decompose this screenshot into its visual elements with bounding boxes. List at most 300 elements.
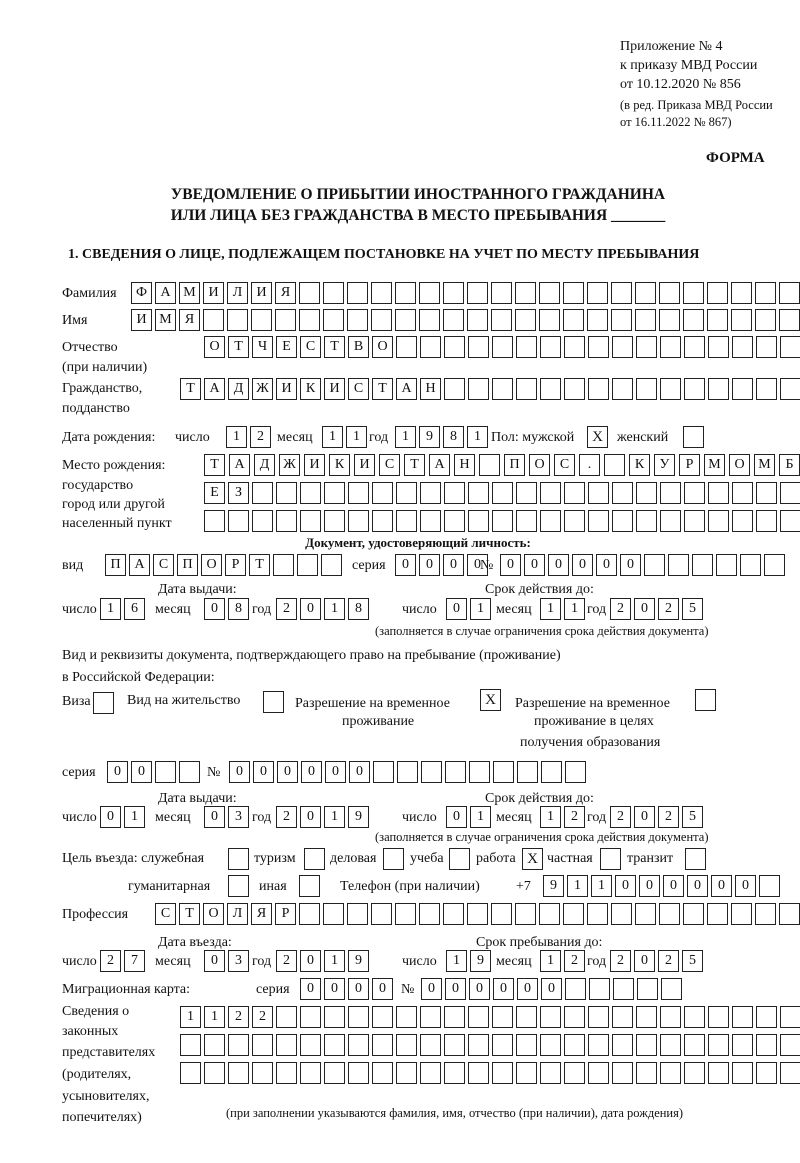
char-cell[interactable] — [396, 1062, 417, 1084]
entry-month-field[interactable] — [204, 950, 249, 972]
char-cell[interactable] — [636, 482, 657, 504]
char-cell[interactable] — [273, 554, 294, 576]
char-cell[interactable] — [612, 1006, 633, 1028]
char-cell[interactable]: И — [276, 378, 297, 400]
char-cell[interactable]: Ж — [279, 454, 300, 476]
char-cell[interactable] — [779, 309, 800, 331]
char-cell[interactable]: И — [354, 454, 375, 476]
char-cell[interactable] — [300, 1034, 321, 1056]
char-cell[interactable] — [397, 761, 418, 783]
char-cell[interactable] — [588, 336, 609, 358]
char-cell[interactable]: 1 — [591, 875, 612, 897]
char-cell[interactable]: Р — [679, 454, 700, 476]
char-cell[interactable] — [660, 1006, 681, 1028]
char-cell[interactable]: 8 — [228, 598, 249, 620]
char-cell[interactable]: 0 — [541, 978, 562, 1000]
citizenship-field[interactable] — [180, 378, 800, 400]
char-cell[interactable]: 0 — [469, 978, 490, 1000]
char-cell[interactable]: 5 — [682, 598, 703, 620]
purpose-transit-checkbox[interactable] — [685, 848, 706, 870]
char-cell[interactable] — [204, 510, 225, 532]
char-cell[interactable] — [732, 482, 753, 504]
char-cell[interactable] — [684, 378, 705, 400]
char-cell[interactable] — [636, 1034, 657, 1056]
char-cell[interactable]: Т — [372, 378, 393, 400]
char-cell[interactable] — [732, 378, 753, 400]
stay-until-year-field[interactable] — [610, 950, 703, 972]
char-cell[interactable] — [564, 1034, 585, 1056]
stay-series-field[interactable] — [107, 761, 200, 783]
char-cell[interactable] — [684, 336, 705, 358]
char-cell[interactable]: Е — [276, 336, 297, 358]
stay-valid-year-field[interactable] — [610, 806, 703, 828]
char-cell[interactable]: К — [300, 378, 321, 400]
char-cell[interactable] — [660, 336, 681, 358]
char-cell[interactable] — [731, 309, 752, 331]
birth-year-field[interactable] — [395, 426, 488, 448]
char-cell[interactable]: 0 — [711, 875, 732, 897]
char-cell[interactable] — [708, 336, 729, 358]
char-cell[interactable] — [252, 1062, 273, 1084]
purpose-humanitarian-checkbox[interactable] — [228, 875, 249, 897]
char-cell[interactable] — [539, 282, 560, 304]
char-cell[interactable] — [612, 336, 633, 358]
char-cell[interactable] — [297, 554, 318, 576]
char-cell[interactable]: 1 — [204, 1006, 225, 1028]
char-cell[interactable] — [588, 1006, 609, 1028]
char-cell[interactable] — [396, 1034, 417, 1056]
purpose-other-checkbox[interactable] — [299, 875, 320, 897]
char-cell[interactable] — [300, 1006, 321, 1028]
char-cell[interactable]: 3 — [228, 950, 249, 972]
char-cell[interactable]: С — [554, 454, 575, 476]
char-cell[interactable] — [756, 1034, 777, 1056]
char-cell[interactable]: О — [203, 903, 224, 925]
char-cell[interactable]: М — [704, 454, 725, 476]
stay-issue-day-field[interactable] — [100, 806, 145, 828]
char-cell[interactable] — [419, 309, 440, 331]
char-cell[interactable]: 2 — [250, 426, 271, 448]
char-cell[interactable]: 0 — [493, 978, 514, 1000]
id-series-field[interactable] — [395, 554, 488, 576]
char-cell[interactable] — [612, 482, 633, 504]
char-cell[interactable] — [612, 510, 633, 532]
char-cell[interactable] — [420, 482, 441, 504]
char-cell[interactable]: Я — [179, 309, 200, 331]
stay-number-field[interactable] — [229, 761, 586, 783]
char-cell[interactable]: С — [155, 903, 176, 925]
char-cell[interactable] — [516, 482, 537, 504]
char-cell[interactable] — [444, 482, 465, 504]
purpose-private-checkbox[interactable] — [600, 848, 621, 870]
char-cell[interactable] — [180, 1034, 201, 1056]
id-number-field[interactable] — [500, 554, 785, 576]
char-cell[interactable] — [588, 510, 609, 532]
char-cell[interactable] — [324, 1006, 345, 1028]
char-cell[interactable] — [684, 1062, 705, 1084]
char-cell[interactable] — [660, 1034, 681, 1056]
char-cell[interactable]: И — [324, 378, 345, 400]
char-cell[interactable]: 0 — [634, 806, 655, 828]
char-cell[interactable] — [227, 309, 248, 331]
char-cell[interactable] — [588, 1034, 609, 1056]
id-issue-day-field[interactable] — [100, 598, 145, 620]
char-cell[interactable] — [492, 1006, 513, 1028]
char-cell[interactable]: 0 — [446, 806, 467, 828]
char-cell[interactable]: 0 — [131, 761, 152, 783]
char-cell[interactable] — [587, 309, 608, 331]
char-cell[interactable] — [468, 482, 489, 504]
char-cell[interactable] — [588, 1062, 609, 1084]
char-cell[interactable]: Р — [225, 554, 246, 576]
char-cell[interactable]: 5 — [682, 806, 703, 828]
char-cell[interactable]: 9 — [348, 950, 369, 972]
char-cell[interactable] — [251, 309, 272, 331]
stay-issue-month-field[interactable] — [204, 806, 249, 828]
char-cell[interactable] — [492, 378, 513, 400]
char-cell[interactable] — [347, 282, 368, 304]
id-kind-field[interactable] — [105, 554, 342, 576]
char-cell[interactable] — [395, 903, 416, 925]
char-cell[interactable] — [300, 1062, 321, 1084]
char-cell[interactable]: С — [300, 336, 321, 358]
char-cell[interactable] — [564, 1006, 585, 1028]
char-cell[interactable] — [612, 378, 633, 400]
temp-residence-edu-checkbox[interactable] — [695, 689, 716, 711]
char-cell[interactable] — [756, 510, 777, 532]
char-cell[interactable] — [540, 1062, 561, 1084]
char-cell[interactable]: 2 — [610, 950, 631, 972]
char-cell[interactable] — [611, 903, 632, 925]
migration-number-field[interactable] — [421, 978, 682, 1000]
char-cell[interactable] — [324, 1034, 345, 1056]
char-cell[interactable]: И — [203, 282, 224, 304]
char-cell[interactable] — [491, 282, 512, 304]
char-cell[interactable] — [636, 510, 657, 532]
char-cell[interactable]: 1 — [470, 598, 491, 620]
char-cell[interactable] — [731, 903, 752, 925]
char-cell[interactable]: 2 — [658, 950, 679, 972]
char-cell[interactable] — [468, 510, 489, 532]
char-cell[interactable] — [716, 554, 737, 576]
char-cell[interactable]: 1 — [564, 598, 585, 620]
birthplace-field-line-3[interactable] — [204, 510, 800, 532]
char-cell[interactable]: 5 — [682, 950, 703, 972]
char-cell[interactable] — [468, 1006, 489, 1028]
char-cell[interactable] — [740, 554, 761, 576]
char-cell[interactable]: 0 — [325, 761, 346, 783]
char-cell[interactable] — [395, 282, 416, 304]
char-cell[interactable] — [348, 1034, 369, 1056]
char-cell[interactable]: Ч — [252, 336, 273, 358]
char-cell[interactable]: 1 — [540, 806, 561, 828]
char-cell[interactable] — [540, 1034, 561, 1056]
char-cell[interactable]: 0 — [421, 978, 442, 1000]
char-cell[interactable]: 0 — [324, 978, 345, 1000]
birth-month-field[interactable] — [322, 426, 367, 448]
char-cell[interactable] — [371, 309, 392, 331]
char-cell[interactable] — [589, 978, 610, 1000]
char-cell[interactable]: 1 — [467, 426, 488, 448]
char-cell[interactable] — [683, 282, 704, 304]
char-cell[interactable] — [707, 309, 728, 331]
char-cell[interactable] — [684, 1006, 705, 1028]
char-cell[interactable] — [540, 1006, 561, 1028]
char-cell[interactable]: А — [129, 554, 150, 576]
char-cell[interactable]: Н — [454, 454, 475, 476]
char-cell[interactable]: 0 — [639, 875, 660, 897]
stay-valid-month-field[interactable] — [540, 806, 585, 828]
char-cell[interactable]: 2 — [564, 806, 585, 828]
char-cell[interactable] — [660, 510, 681, 532]
char-cell[interactable]: 0 — [300, 978, 321, 1000]
char-cell[interactable]: 1 — [100, 598, 121, 620]
char-cell[interactable] — [659, 903, 680, 925]
char-cell[interactable] — [324, 482, 345, 504]
char-cell[interactable] — [323, 309, 344, 331]
char-cell[interactable]: 2 — [100, 950, 121, 972]
char-cell[interactable] — [204, 1034, 225, 1056]
char-cell[interactable] — [276, 1034, 297, 1056]
char-cell[interactable] — [371, 903, 392, 925]
char-cell[interactable]: 2 — [610, 806, 631, 828]
char-cell[interactable] — [493, 761, 514, 783]
char-cell[interactable] — [324, 1062, 345, 1084]
char-cell[interactable] — [372, 1006, 393, 1028]
birthplace-field-line-2[interactable] — [204, 482, 800, 504]
char-cell[interactable]: К — [329, 454, 350, 476]
char-cell[interactable] — [228, 1034, 249, 1056]
char-cell[interactable] — [321, 554, 342, 576]
char-cell[interactable] — [323, 903, 344, 925]
char-cell[interactable] — [469, 761, 490, 783]
char-cell[interactable]: 0 — [445, 978, 466, 1000]
char-cell[interactable]: 0 — [300, 598, 321, 620]
char-cell[interactable] — [492, 1034, 513, 1056]
char-cell[interactable] — [588, 378, 609, 400]
char-cell[interactable] — [516, 378, 537, 400]
char-cell[interactable]: 0 — [572, 554, 593, 576]
char-cell[interactable]: 0 — [204, 598, 225, 620]
char-cell[interactable] — [516, 1006, 537, 1028]
char-cell[interactable]: Т — [324, 336, 345, 358]
char-cell[interactable]: 9 — [419, 426, 440, 448]
char-cell[interactable] — [732, 336, 753, 358]
char-cell[interactable] — [516, 336, 537, 358]
char-cell[interactable] — [611, 309, 632, 331]
char-cell[interactable] — [276, 1006, 297, 1028]
char-cell[interactable] — [372, 1062, 393, 1084]
char-cell[interactable]: 0 — [596, 554, 617, 576]
char-cell[interactable]: 0 — [300, 806, 321, 828]
char-cell[interactable] — [539, 309, 560, 331]
char-cell[interactable]: Я — [275, 282, 296, 304]
char-cell[interactable] — [780, 482, 800, 504]
char-cell[interactable] — [756, 1006, 777, 1028]
char-cell[interactable]: Ж — [252, 378, 273, 400]
char-cell[interactable]: 0 — [548, 554, 569, 576]
char-cell[interactable] — [468, 1062, 489, 1084]
char-cell[interactable]: Р — [275, 903, 296, 925]
char-cell[interactable]: 0 — [419, 554, 440, 576]
entry-day-field[interactable] — [100, 950, 145, 972]
char-cell[interactable]: 0 — [395, 554, 416, 576]
char-cell[interactable] — [419, 282, 440, 304]
char-cell[interactable]: 0 — [467, 554, 488, 576]
char-cell[interactable]: 1 — [540, 598, 561, 620]
char-cell[interactable] — [684, 482, 705, 504]
char-cell[interactable] — [371, 282, 392, 304]
char-cell[interactable] — [661, 978, 682, 1000]
char-cell[interactable] — [467, 282, 488, 304]
char-cell[interactable]: Н — [420, 378, 441, 400]
char-cell[interactable] — [708, 510, 729, 532]
char-cell[interactable]: С — [153, 554, 174, 576]
char-cell[interactable]: 1 — [540, 950, 561, 972]
char-cell[interactable] — [707, 903, 728, 925]
char-cell[interactable] — [764, 554, 785, 576]
char-cell[interactable]: 9 — [348, 806, 369, 828]
char-cell[interactable] — [564, 510, 585, 532]
representatives-field-line-1[interactable] — [180, 1006, 800, 1028]
char-cell[interactable] — [611, 282, 632, 304]
char-cell[interactable] — [780, 378, 800, 400]
char-cell[interactable] — [588, 482, 609, 504]
char-cell[interactable]: 1 — [324, 950, 345, 972]
char-cell[interactable] — [348, 482, 369, 504]
char-cell[interactable] — [780, 1006, 800, 1028]
char-cell[interactable]: 0 — [253, 761, 274, 783]
char-cell[interactable] — [299, 282, 320, 304]
char-cell[interactable] — [396, 336, 417, 358]
char-cell[interactable] — [468, 378, 489, 400]
char-cell[interactable]: Т — [180, 378, 201, 400]
char-cell[interactable] — [780, 1034, 800, 1056]
char-cell[interactable]: 0 — [500, 554, 521, 576]
char-cell[interactable] — [780, 336, 800, 358]
char-cell[interactable]: 1 — [124, 806, 145, 828]
char-cell[interactable] — [635, 309, 656, 331]
birthplace-field-line-1[interactable] — [204, 454, 800, 476]
char-cell[interactable] — [419, 903, 440, 925]
char-cell[interactable]: 0 — [300, 950, 321, 972]
char-cell[interactable]: 2 — [252, 1006, 273, 1028]
char-cell[interactable]: 1 — [324, 806, 345, 828]
char-cell[interactable] — [564, 1062, 585, 1084]
id-valid-year-field[interactable] — [610, 598, 703, 620]
char-cell[interactable]: 0 — [348, 978, 369, 1000]
char-cell[interactable] — [492, 1062, 513, 1084]
char-cell[interactable]: Т — [204, 454, 225, 476]
stay-valid-day-field[interactable] — [446, 806, 491, 828]
char-cell[interactable] — [756, 482, 777, 504]
char-cell[interactable] — [755, 282, 776, 304]
char-cell[interactable] — [348, 1062, 369, 1084]
char-cell[interactable]: М — [754, 454, 775, 476]
char-cell[interactable]: 0 — [100, 806, 121, 828]
char-cell[interactable] — [228, 510, 249, 532]
char-cell[interactable] — [324, 510, 345, 532]
char-cell[interactable]: Т — [228, 336, 249, 358]
char-cell[interactable] — [732, 1006, 753, 1028]
surname-field[interactable] — [131, 282, 800, 304]
char-cell[interactable]: 7 — [124, 950, 145, 972]
char-cell[interactable]: Т — [404, 454, 425, 476]
char-cell[interactable] — [756, 1062, 777, 1084]
char-cell[interactable]: И — [304, 454, 325, 476]
char-cell[interactable] — [563, 309, 584, 331]
char-cell[interactable]: С — [379, 454, 400, 476]
char-cell[interactable]: 0 — [687, 875, 708, 897]
char-cell[interactable]: И — [251, 282, 272, 304]
char-cell[interactable] — [565, 978, 586, 1000]
char-cell[interactable]: М — [155, 309, 176, 331]
char-cell[interactable] — [491, 309, 512, 331]
char-cell[interactable] — [612, 1034, 633, 1056]
purpose-business-checkbox[interactable] — [383, 848, 404, 870]
char-cell[interactable]: П — [504, 454, 525, 476]
representatives-field-line-2[interactable] — [180, 1034, 800, 1056]
char-cell[interactable]: 0 — [443, 554, 464, 576]
temp-residence-checkbox[interactable]: X — [480, 689, 501, 711]
char-cell[interactable] — [228, 1062, 249, 1084]
char-cell[interactable]: 8 — [443, 426, 464, 448]
char-cell[interactable] — [708, 482, 729, 504]
char-cell[interactable] — [732, 510, 753, 532]
char-cell[interactable] — [179, 761, 200, 783]
char-cell[interactable]: Б — [779, 454, 800, 476]
char-cell[interactable] — [396, 510, 417, 532]
char-cell[interactable] — [492, 482, 513, 504]
char-cell[interactable] — [779, 903, 800, 925]
char-cell[interactable] — [323, 282, 344, 304]
char-cell[interactable]: 1 — [470, 806, 491, 828]
char-cell[interactable]: П — [105, 554, 126, 576]
id-issue-year-field[interactable] — [276, 598, 369, 620]
char-cell[interactable] — [348, 1006, 369, 1028]
char-cell[interactable] — [708, 378, 729, 400]
char-cell[interactable]: 0 — [107, 761, 128, 783]
id-issue-month-field[interactable] — [204, 598, 249, 620]
char-cell[interactable] — [468, 1034, 489, 1056]
char-cell[interactable] — [396, 482, 417, 504]
char-cell[interactable] — [443, 309, 464, 331]
char-cell[interactable]: Д — [254, 454, 275, 476]
char-cell[interactable] — [420, 1034, 441, 1056]
char-cell[interactable] — [708, 1006, 729, 1028]
char-cell[interactable] — [444, 1034, 465, 1056]
char-cell[interactable] — [564, 336, 585, 358]
char-cell[interactable] — [541, 761, 562, 783]
char-cell[interactable] — [467, 903, 488, 925]
char-cell[interactable] — [660, 378, 681, 400]
char-cell[interactable]: Ф — [131, 282, 152, 304]
char-cell[interactable]: 2 — [276, 806, 297, 828]
char-cell[interactable] — [636, 1006, 657, 1028]
char-cell[interactable] — [275, 309, 296, 331]
char-cell[interactable] — [659, 282, 680, 304]
purpose-official-checkbox[interactable] — [228, 848, 249, 870]
char-cell[interactable]: 0 — [735, 875, 756, 897]
char-cell[interactable] — [684, 510, 705, 532]
patronymic-field[interactable] — [204, 336, 800, 358]
char-cell[interactable] — [444, 510, 465, 532]
char-cell[interactable] — [540, 378, 561, 400]
char-cell[interactable] — [708, 1034, 729, 1056]
char-cell[interactable] — [564, 378, 585, 400]
char-cell[interactable] — [492, 336, 513, 358]
char-cell[interactable]: 9 — [470, 950, 491, 972]
